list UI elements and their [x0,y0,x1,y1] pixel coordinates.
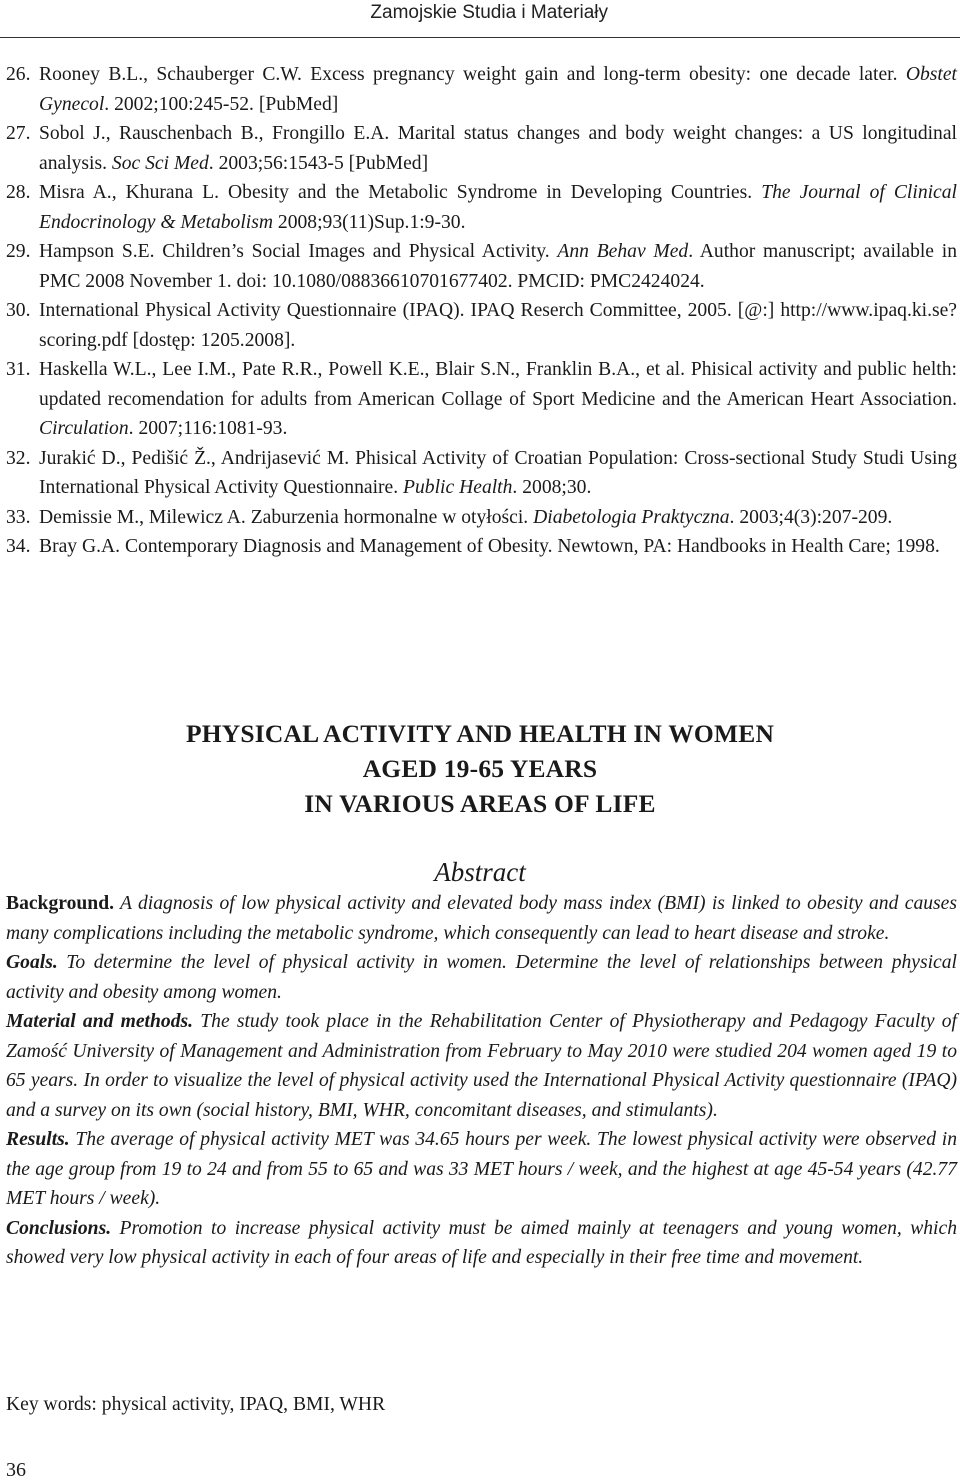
reference-number: 26. [6,64,31,85]
reference-text: Bray G.A. Contemporary Diagnosis and Management of Obesity. Newtown, PA: Handbooks in Health Care; 1998. [39,536,940,557]
reference-text: Sobol J., Rauschenbach B., Frongillo E.A. Marital status changes and body weight changes: a US longitudinal analysis. [39,123,957,174]
reference-text: International Physical Activity Questionnaire (IPAQ). IPAQ Reserch Committee, 2005. [@:] http://www.ipaq.ki.se?scoring.pdf [dostęp: 1205.2008]. [39,300,957,351]
reference-text: Hampson S.E. Children’s Social Images and Physical Activity. [39,241,558,262]
reference-item [6,355,957,444]
reference-journal: Ann Behav Med [557,241,689,262]
reference-journal: The Journal of Clinical Endocrinology & Metabolism [39,182,957,233]
title-line-3: IN VARIOUS AREAS OF LIFE [304,789,656,818]
abstract-heading: Abstract [434,857,526,887]
reference-item [6,532,957,562]
methods-label: Material and methods. [6,1011,194,1032]
reference-text: . Author manuscript; available in PMC 2008 November 1. doi: 10.1080/08836610701677402. PMCID: PMC2424024. [39,241,957,292]
conclusions-label: Conclusions. [6,1217,112,1239]
reference-item [6,444,957,503]
reference-item [6,119,957,178]
reference-item [6,503,957,533]
results-text: The average of physical activity MET was 34.65 hours per week. The lowest physical activity were observed in the age group from 19 to 24 and from 55 to 65 and was 33 MET hours / week, and the highest at age 45-54 years (42.77 MET hours / week). [6,1129,957,1209]
reference-text: . 2007;116:1081-93. [128,418,288,439]
reference-number: 33. [6,506,31,528]
abstract-conclusions [6,1214,957,1273]
results-label: Results. [6,1129,70,1150]
reference-text: Rooney B.L., Schauberger C.W. Excess pregnancy weight gain and long-term obesity: one decade later. [39,64,906,85]
background-text: A diagnosis of low physical activity and elevated body mass index (BMI) is linked to obesity and causes many complications including the metabolic syndrome, which consequently can lead to heart disease and stroke. [6,893,957,944]
methods-text: The study took place in the Rehabilitation Center of Physiotherapy and Pedagogy Faculty of Zamość University of Management and Administration from February to May 2010 were studied 204 women aged 19 to 65 years. In order to visualize the level of physical activity used the International Physical Activity questionnaire (IPAQ) and a survey on its own (social history, BMI, WHR, concomitant diseases, and stimulants). [6,1011,957,1121]
article-title [0,716,960,821]
header-rule [0,37,960,38]
reference-text: . 2008;30. [512,477,592,498]
title-line-1: PHYSICAL ACTIVITY AND HEALTH IN WOMEN [185,719,775,748]
reference-journal: Circulation [39,418,129,439]
reference-text: Misra A., Khurana L. Obesity and the Metabolic Syndrome in Developing Countries. [39,182,762,203]
reference-item [6,60,957,119]
keywords: Key words: physical activity, IPAQ, BMI, WHR [6,1394,386,1415]
reference-text: . 2003;4(3):207-209. [729,506,893,528]
reference-text: Demissie M., Milewicz A. Zaburzenia hormonalne w otyłości. [39,506,534,528]
reference-text: . 2003;56:1543-5 [PubMed] [208,152,429,174]
reference-number: 31. [6,359,31,380]
running-head [0,0,960,39]
reference-list [6,60,957,562]
reference-number: 27. [6,123,31,144]
abstract-background [6,889,957,948]
abstract-results [6,1125,957,1214]
reference-text: 2008;93(11)Sup.1:9-30. [273,211,466,233]
reference-number: 28. [6,182,31,203]
background-label: Background. [6,893,114,914]
reference-text: Haskella W.L., Lee I.M., Pate R.R., Powell K.E., Blair S.N., Franklin B.A., et al. Phisical activity and public helth: updated recomendation for adults from American Collage of Sport Medicine and the American Heart Association. [39,359,957,410]
reference-journal: Diabetologia Praktyczna [533,506,730,528]
reference-journal: Soc Sci Med [111,152,209,174]
reference-text: . 2002;100:245-52. [PubMed] [104,93,339,115]
goals-text: To determine the level of physical activity in women. Determine the level of relationships between physical activity and obesity among women. [6,952,957,1003]
reference-text: Jurakić D., Pedišić Ž., Andrijasević M. Phisical Activity of Croatian Population: Cross-sectional Study Studi Using International Physical Activity Questionnaire. [39,447,957,498]
goals-label: Goals. [6,952,58,973]
title-line-2: AGED 19-65 YEARS [362,754,598,783]
running-head-title: Zamojskie Studia i Materiały [370,2,608,23]
reference-journal: Obstet Gynecol [39,64,957,115]
reference-number: 32. [6,447,31,469]
reference-item [6,237,957,296]
reference-item [6,178,957,237]
reference-number: 34. [6,536,31,557]
page-number: 36 [6,1459,26,1481]
abstract-methods [6,1007,957,1125]
reference-number: 29. [6,241,31,262]
abstract-body [6,889,957,1273]
reference-journal: Public Health [403,477,513,498]
abstract-goals [6,948,957,1007]
conclusions-text: Promotion to increase physical activity must be aimed mainly at teenagers and young women, which showed very low physical activity in each of four areas of life and especially in their free time and movement. [6,1217,957,1268]
reference-number: 30. [6,300,31,321]
reference-item [6,296,957,355]
